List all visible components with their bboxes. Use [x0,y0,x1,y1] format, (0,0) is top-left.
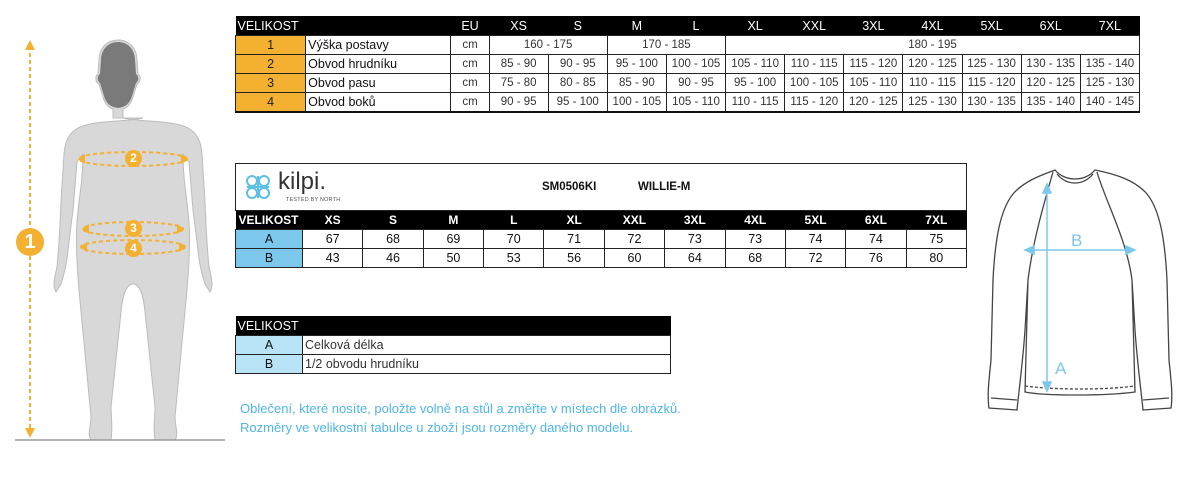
product-size-header [236,211,967,230]
value-cell: 90 - 95 [666,74,725,93]
header-size: 4XL [725,211,785,230]
product-model: WILLIE-M [638,181,691,193]
value-cell: 115 - 120 [785,93,844,113]
header-size: XXL [785,16,844,36]
legend-description: 1/2 obvodu hrudníku [303,355,671,374]
measurement-name: Obvod pasu [306,74,451,93]
value-cell: 53 [484,249,544,268]
unit-cell: cm [451,36,489,55]
value-cell: 46 [363,249,423,268]
row-number: 3 [236,74,306,93]
body-size-header [236,16,1140,36]
legend-table [235,316,671,374]
value-cell: 76 [846,249,906,268]
value-cell: 125 - 130 [1080,74,1139,93]
product-code: SM0506KI [542,181,597,193]
value-cell: 74 [785,230,845,249]
value-cell: 71 [544,230,604,249]
shirt-label-b: B [1071,231,1083,250]
header-size: 4XL [903,16,962,36]
value-cell: 180 - 195 [726,36,1140,55]
value-cell: 105 - 110 [666,93,725,113]
value-cell: 100 - 105 [666,55,725,74]
value-cell: 105 - 110 [844,74,903,93]
header-size: 5XL [962,16,1021,36]
header-size: 7XL [1080,16,1139,36]
value-cell: 72 [785,249,845,268]
value-cell: 170 - 185 [607,36,725,55]
value-cell: 90 - 95 [489,93,548,113]
table-row [236,249,967,268]
header-size: 6XL [1021,16,1080,36]
header-size: S [363,211,423,230]
value-cell: 100 - 105 [785,74,844,93]
value-cell: 80 [906,249,966,268]
product-header-box [235,163,967,211]
header-size: M [423,211,483,230]
unit-cell: cm [451,55,489,74]
value-cell: 50 [423,249,483,268]
header-size: XL [544,211,604,230]
value-cell: 125 - 130 [962,55,1021,74]
table-row [236,336,671,355]
marker-1: 1 [16,228,44,256]
measurement-name: Obvod hrudníku [306,55,451,74]
measurement-name: Obvod boků [306,93,451,113]
value-cell: 56 [544,249,604,268]
value-cell: 64 [665,249,725,268]
body-size-table [235,16,1140,113]
header-size: 7XL [906,211,966,230]
value-cell: 135 - 140 [1021,93,1080,113]
value-cell: 85 - 90 [489,55,548,74]
value-cell: 120 - 125 [844,93,903,113]
value-cell: 95 - 100 [726,74,785,93]
table-row [236,355,671,374]
value-cell: 80 - 85 [548,74,607,93]
header-size: 6XL [846,211,906,230]
table-row [236,74,1140,93]
value-cell: 75 - 80 [489,74,548,93]
row-number: 2 [236,55,306,74]
note-line: Rozměry ve velikostní tabulce u zboží jsou rozměry daného modelu. [240,420,634,435]
note-line: Oblečení, které nosíte, položte volně na stůl a změřte v místech dle obrázků. [240,401,681,416]
row-number: 4 [236,93,306,113]
header-velikost: VELIKOST [236,16,451,36]
legend-key: B [236,355,303,374]
header-size: XS [303,211,363,230]
table-row [236,230,967,249]
table-row [236,93,1140,113]
header-size: L [666,16,725,36]
row-number: 1 [236,36,306,55]
marker-3: 3 [125,220,142,237]
legend-key: A [236,336,303,355]
value-cell: 70 [484,230,544,249]
value-cell: 95 - 100 [607,55,666,74]
logo-tagline: TESTED BY NORTH [286,197,341,203]
header-size: 3XL [665,211,725,230]
value-cell: 115 - 120 [962,74,1021,93]
value-cell: 105 - 110 [726,55,785,74]
value-cell: 100 - 105 [607,93,666,113]
header-size: XXL [604,211,664,230]
value-cell: 67 [303,230,363,249]
header-size: 5XL [785,211,845,230]
value-cell: 95 - 100 [548,93,607,113]
value-cell: 74 [846,230,906,249]
table-row [236,36,1140,55]
value-cell: 85 - 90 [607,74,666,93]
value-cell: 110 - 115 [726,93,785,113]
value-cell: 60 [604,249,664,268]
header-size: S [548,16,607,36]
unit-cell: cm [451,74,489,93]
row-key: B [236,249,303,268]
marker-4: 4 [125,240,142,257]
header-size: L [484,211,544,230]
value-cell: 120 - 125 [903,55,962,74]
header-size: XS [489,16,548,36]
header-size: M [607,16,666,36]
row-key: A [236,230,303,249]
value-cell: 75 [906,230,966,249]
value-cell: 115 - 120 [844,55,903,74]
value-cell: 135 - 140 [1080,55,1139,74]
value-cell: 73 [725,230,785,249]
marker-2: 2 [125,150,142,167]
header-velikost: VELIKOST [236,211,303,230]
logo-text: kilpi. [278,168,327,195]
value-cell: 43 [303,249,363,268]
table-row [236,55,1140,74]
legend-description: Celková délka [303,336,671,355]
value-cell: 130 - 135 [1021,55,1080,74]
header-eu: EU [451,16,489,36]
header-size: 3XL [844,16,903,36]
value-cell: 130 - 135 [962,93,1021,113]
value-cell: 73 [665,230,725,249]
measurement-name: Výška postavy [306,36,451,55]
value-cell: 90 - 95 [548,55,607,74]
value-cell: 72 [604,230,664,249]
shirt-diagram [985,160,1175,420]
value-cell: 140 - 145 [1080,93,1139,113]
value-cell: 125 - 130 [903,93,962,113]
value-cell: 68 [725,249,785,268]
value-cell: 110 - 115 [785,55,844,74]
header-size: XL [726,16,785,36]
value-cell: 120 - 125 [1021,74,1080,93]
unit-cell: cm [451,93,489,113]
body-measurement-figure [15,22,230,472]
value-cell: 110 - 115 [903,74,962,93]
product-size-table [235,211,967,268]
value-cell: 160 - 175 [489,36,607,55]
shirt-label-a: A [1055,359,1067,378]
kilpi-logo-icon [241,170,275,204]
legend-header: VELIKOST [236,316,671,336]
value-cell: 69 [423,230,483,249]
value-cell: 68 [363,230,423,249]
